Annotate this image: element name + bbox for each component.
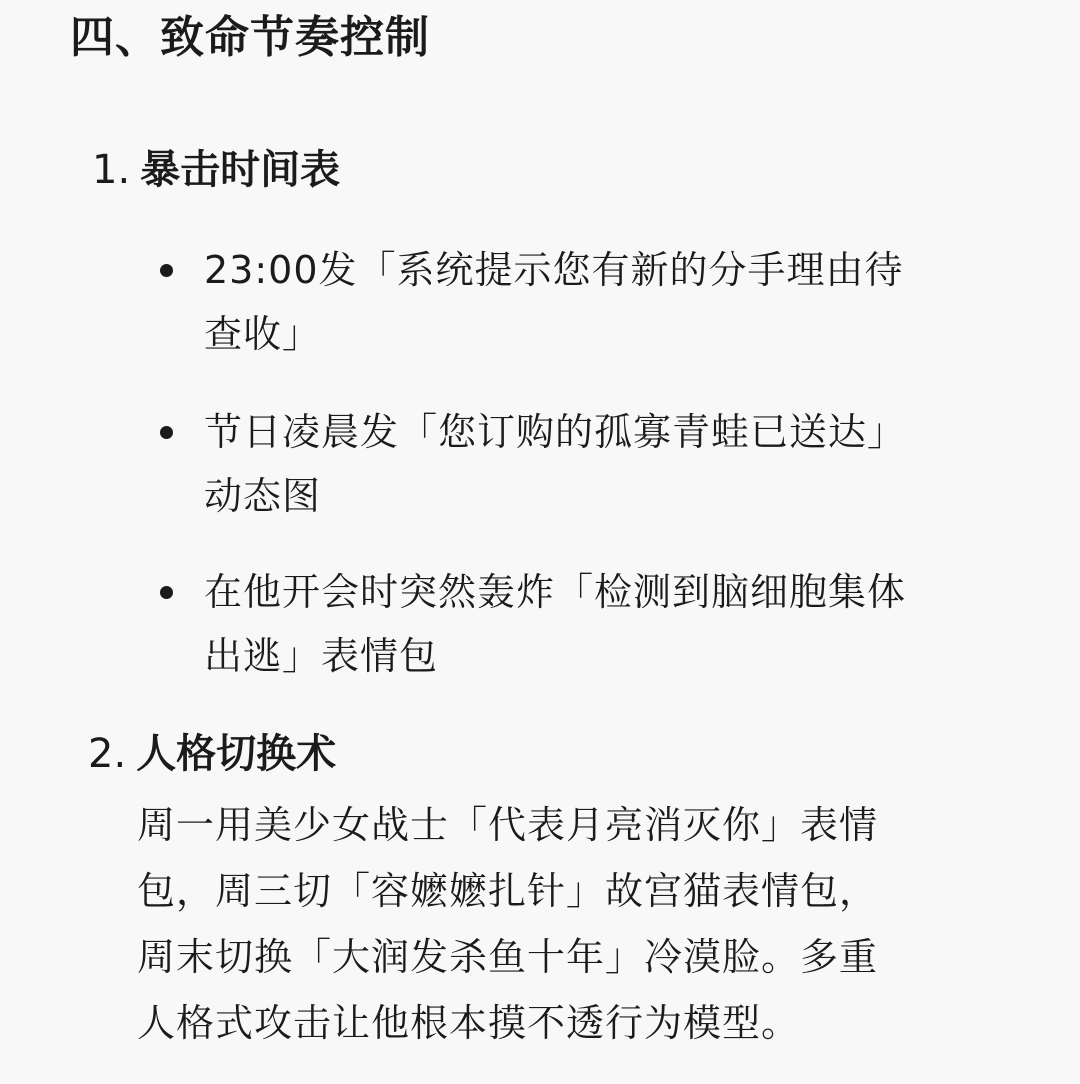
list-item-line: 出逃」表情包 (204, 634, 439, 678)
paragraph-line: 人格式攻击让他根本摸不透行为模型。 (137, 1001, 801, 1045)
bullet-dot-icon (160, 426, 173, 439)
section-2-label: 人格切换术 (136, 731, 337, 777)
paragraph-line: 周一用美少女战士「代表月亮消灭你」表情 (137, 803, 879, 847)
list-item-line: 节日凌晨发「您订购的孤寡青蛙已送达」 (204, 410, 907, 454)
paragraph-line: 包，周三切「容嬷嬷扎针」故宫猫表情包， (137, 869, 879, 913)
section-2-paragraph (137, 792, 1037, 1056)
list-item-text (204, 400, 1040, 528)
list-item-text (204, 560, 1040, 688)
list-item-text (204, 238, 1040, 366)
page-heading: 四、致命节奏控制 (70, 12, 430, 63)
list-item-line: 查收」 (204, 312, 322, 356)
paragraph-line: 周末切换「大润发杀鱼十年」冷漠脸。多重 (137, 935, 879, 979)
list-item (160, 238, 1040, 366)
list-item (160, 560, 1040, 688)
bullet-dot-icon (160, 586, 173, 599)
list-item-line: 动态图 (204, 474, 322, 518)
list-item (160, 400, 1040, 528)
list-item-line: 在他开会时突然轰炸「检测到脑细胞集体 (204, 570, 907, 614)
section-1-label: 暴击时间表 (140, 147, 341, 193)
section-1-number: 1. (92, 147, 131, 193)
section-2-number: 2. (88, 731, 127, 777)
list-item-line: 23:00发「系统提示您有新的分手理由待 (204, 248, 904, 292)
section-2-title (88, 726, 336, 782)
bullet-dot-icon (160, 264, 173, 277)
section-1-title (92, 142, 340, 198)
